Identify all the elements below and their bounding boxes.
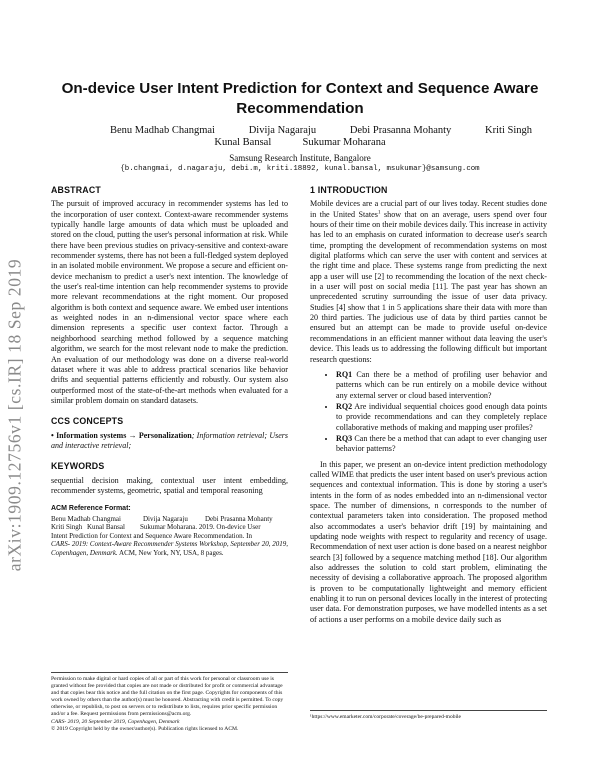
footnote-url[interactable]: ¹https://www.emarketer.com/corporate/coverage/be-prepared-mobile bbox=[310, 714, 461, 720]
ccs-concepts bbox=[51, 431, 288, 452]
ref-name: Kunal Bansal bbox=[87, 523, 125, 532]
right-column bbox=[310, 185, 547, 625]
research-question bbox=[336, 434, 547, 455]
rq-text: Can there be a method that can adapt to ever changing user behavior patterns? bbox=[336, 433, 547, 454]
rq-label: RQ2 bbox=[336, 401, 353, 411]
intro-text: show that on an average, users spend over four hours of their time on their mobile devices daily. This increase in activity has led to an emphasis on curated information to decrease user's search time, prompting the development of recommendation systems on most digital platforms which can serve the user with content and services at the right time and place. These systems range from predicting the next app a user will use [2] to recommending the location of the next check-in a user will post on social media [11]. The past year has shown an unprecedented scrutiny surrounding the issue of user data privacy. Studies [4] show that 1 in 5 applications share their data with more than 20 third parties. The judicious use of data by third parties cannot be ensured but an attempt can be made to provide useful on-device recommendations in an efficient manner without data leaving the user's device. This leads us to addressing the following difficult but important research questions: bbox=[310, 209, 547, 364]
arxiv-sidebar-stamp bbox=[2, 190, 28, 640]
reference-format bbox=[51, 515, 288, 558]
ref-name: Divija Nagaraju bbox=[143, 514, 188, 523]
permission-venue: CARS- 2019, 20 September 2019, Copenhagen, Denmark bbox=[51, 718, 180, 725]
ccs-heading: CCS CONCEPTS bbox=[51, 416, 124, 427]
ccs-primary: • Information systems → Personalization bbox=[51, 430, 192, 440]
intro-paragraph-2: In this paper, we present an on-device intent prediction methodology called WIME that predicts the user intent based on user's previous action sequences and contextual information. This is done by storing a user's intents in the form of as nodes embedded into an n-dimensional vector space. The number of dimensions, n corresponds to the number of contextual parameters taken into consideration. The proposed method also accommodates a user's behavior drift [19] by maintaining and updating node weights with respect to regularity and recency of usage. Recommendation of next user action is done based on a nearest neighbor search [3] followed by a sequence matching method [18]. Our algorithm also addresses the solution to cold start problem, eliminating the necessity of devising a collaborative approach. The proposed algorithm is proven to be computationally lightweight and memory efficient enabling it to run on personal devices locally in the interest of protecting user data. For demonstration purposes, we have modelled intents as a set of actions a user performs on a mobile device daily such as bbox=[310, 459, 547, 624]
research-questions bbox=[310, 370, 547, 455]
ref-line: Intent Prediction for Context and Sequence Aware Recommendation. In bbox=[51, 531, 252, 540]
rq-label: RQ1 bbox=[336, 369, 353, 379]
research-question bbox=[336, 370, 547, 401]
intro-paragraph-1 bbox=[310, 199, 547, 365]
ref-name: Kriti Singh bbox=[51, 523, 83, 532]
ref-name: Benu Madhab Changmai bbox=[51, 514, 121, 523]
author-list bbox=[50, 125, 550, 148]
author-emails: {b.changmai, d.nagaraju, debi.m, kriti.18892, kunal.bansal, msukumar}@samsung.com bbox=[120, 165, 480, 173]
keywords-text: sequential decision making, contextual user intent embedding, recommender systems, geometric, spatial and temporal reasoning bbox=[51, 475, 288, 495]
author-name: Kriti Singh bbox=[485, 125, 532, 136]
author-name: Divija Nagaraju bbox=[248, 125, 317, 136]
ref-venue: CARS- 2019: Context-Aware Recommender Systems Workshop, September 20, 2019, Copenhagen, Denmark. bbox=[51, 540, 288, 557]
intro-text: Mobile devices are a crucial part of our lives today. Recent studies done in the United States bbox=[310, 199, 547, 219]
research-question bbox=[336, 402, 547, 433]
ccs-secondary: ; Information retrieval; Users and interactive retrieval; bbox=[51, 430, 288, 450]
intro-heading: 1 INTRODUCTION bbox=[310, 185, 388, 195]
ref-line bbox=[51, 540, 288, 557]
ref-name: Debi Prasanna Mohanty bbox=[205, 514, 273, 523]
author-name: Benu Madhab Changmai bbox=[110, 125, 215, 136]
abstract-text: The pursuit of improved accuracy in recommender systems has led to the incorporation of user context. Context-aware recommender systems typically handle large amounts of data which must be uploaded and stored on the cloud, putting the user's personal information at risk. While there have been previous studies on privacy-sensitive and context-aware recommender systems, there has not been a full-fledged system deployed in an isolated mobile environment. We propose a secure and efficient on-device mechanism to predict a user's next intention. The knowledge of the user's real-time intention can help recommender systems to provide more relevant recommendations at the right moment. Our proposed algorithm is both context and sequence aware. We embed user intentions as weighted nodes in an n-dimensional vector space where each dimension represents a specific user context factor. Through a neighborhood searching method followed by a sequence matching algorithm, we search for the most relevant node to make the prediction. An evaluation of our methodology was done on a diverse real-world dataset where it was able to address practical scenarios like behavior drifts and sequential patterns efficiently and robustly. Our system also outperformed most of the state-of-the-art methods when evaluated for a similar problem domain on standard datasets. bbox=[51, 199, 288, 405]
arxiv-id: arXiv:1909.12756v1 [cs.IR] 18 Sep 2019 bbox=[4, 258, 25, 572]
paper-title: On-device User Intent Prediction for Context and Sequence Aware Recommendation bbox=[61, 80, 539, 117]
abstract-heading: ABSTRACT bbox=[51, 185, 101, 195]
affiliation: Samsung Research Institute, Bangalore bbox=[229, 153, 371, 163]
ref-publisher: ACM, New York, NY, USA, 8 pages. bbox=[117, 548, 224, 557]
footnote-marker: 1 bbox=[377, 209, 381, 215]
permission-text: Permission to make digital or hard copies of all or part of this work for personal or classroom use is granted without fee provided that copies are not made or distributed for profit or commercial advantage and that copies bear this notice and the full citation on the first page. Copyrights for components of this work owned by others than the author(s) must be honored. Abstracting with credit is permitted. To copy otherwise, or republish, to post on servers or to redistribute to lists, requires prior specific permission and/or a fee. Request permissions from permissions@acm.org. bbox=[51, 676, 284, 718]
rq-label: RQ3 bbox=[336, 433, 353, 443]
reference-format-heading: ACM Reference Format: bbox=[51, 505, 131, 513]
author-name: Debi Prasanna Mohanty bbox=[349, 125, 452, 136]
permission-notice bbox=[51, 672, 288, 733]
rq-text: Can there be a method of profiling user behavior and patterns which can be run entirely on a mobile device without any external server or cloud based intervention? bbox=[336, 369, 547, 400]
rq-text: Are individual sequential choices good enough data points to provide recommendations and can they completely replace collaborative methods of making and mapping user profiles? bbox=[336, 401, 547, 432]
ref-name: Sukumar Moharana. 2019. On-device User bbox=[140, 523, 261, 532]
left-column bbox=[51, 185, 288, 558]
keywords-heading: KEYWORDS bbox=[51, 461, 105, 472]
permission-copyright: © 2019 Copyright held by the owner/author(s). Publication rights licensed to ACM. bbox=[51, 725, 239, 732]
footnote bbox=[310, 710, 547, 720]
author-name: Sukumar Moharana bbox=[302, 137, 386, 148]
author-name: Kunal Bansal bbox=[214, 137, 272, 148]
